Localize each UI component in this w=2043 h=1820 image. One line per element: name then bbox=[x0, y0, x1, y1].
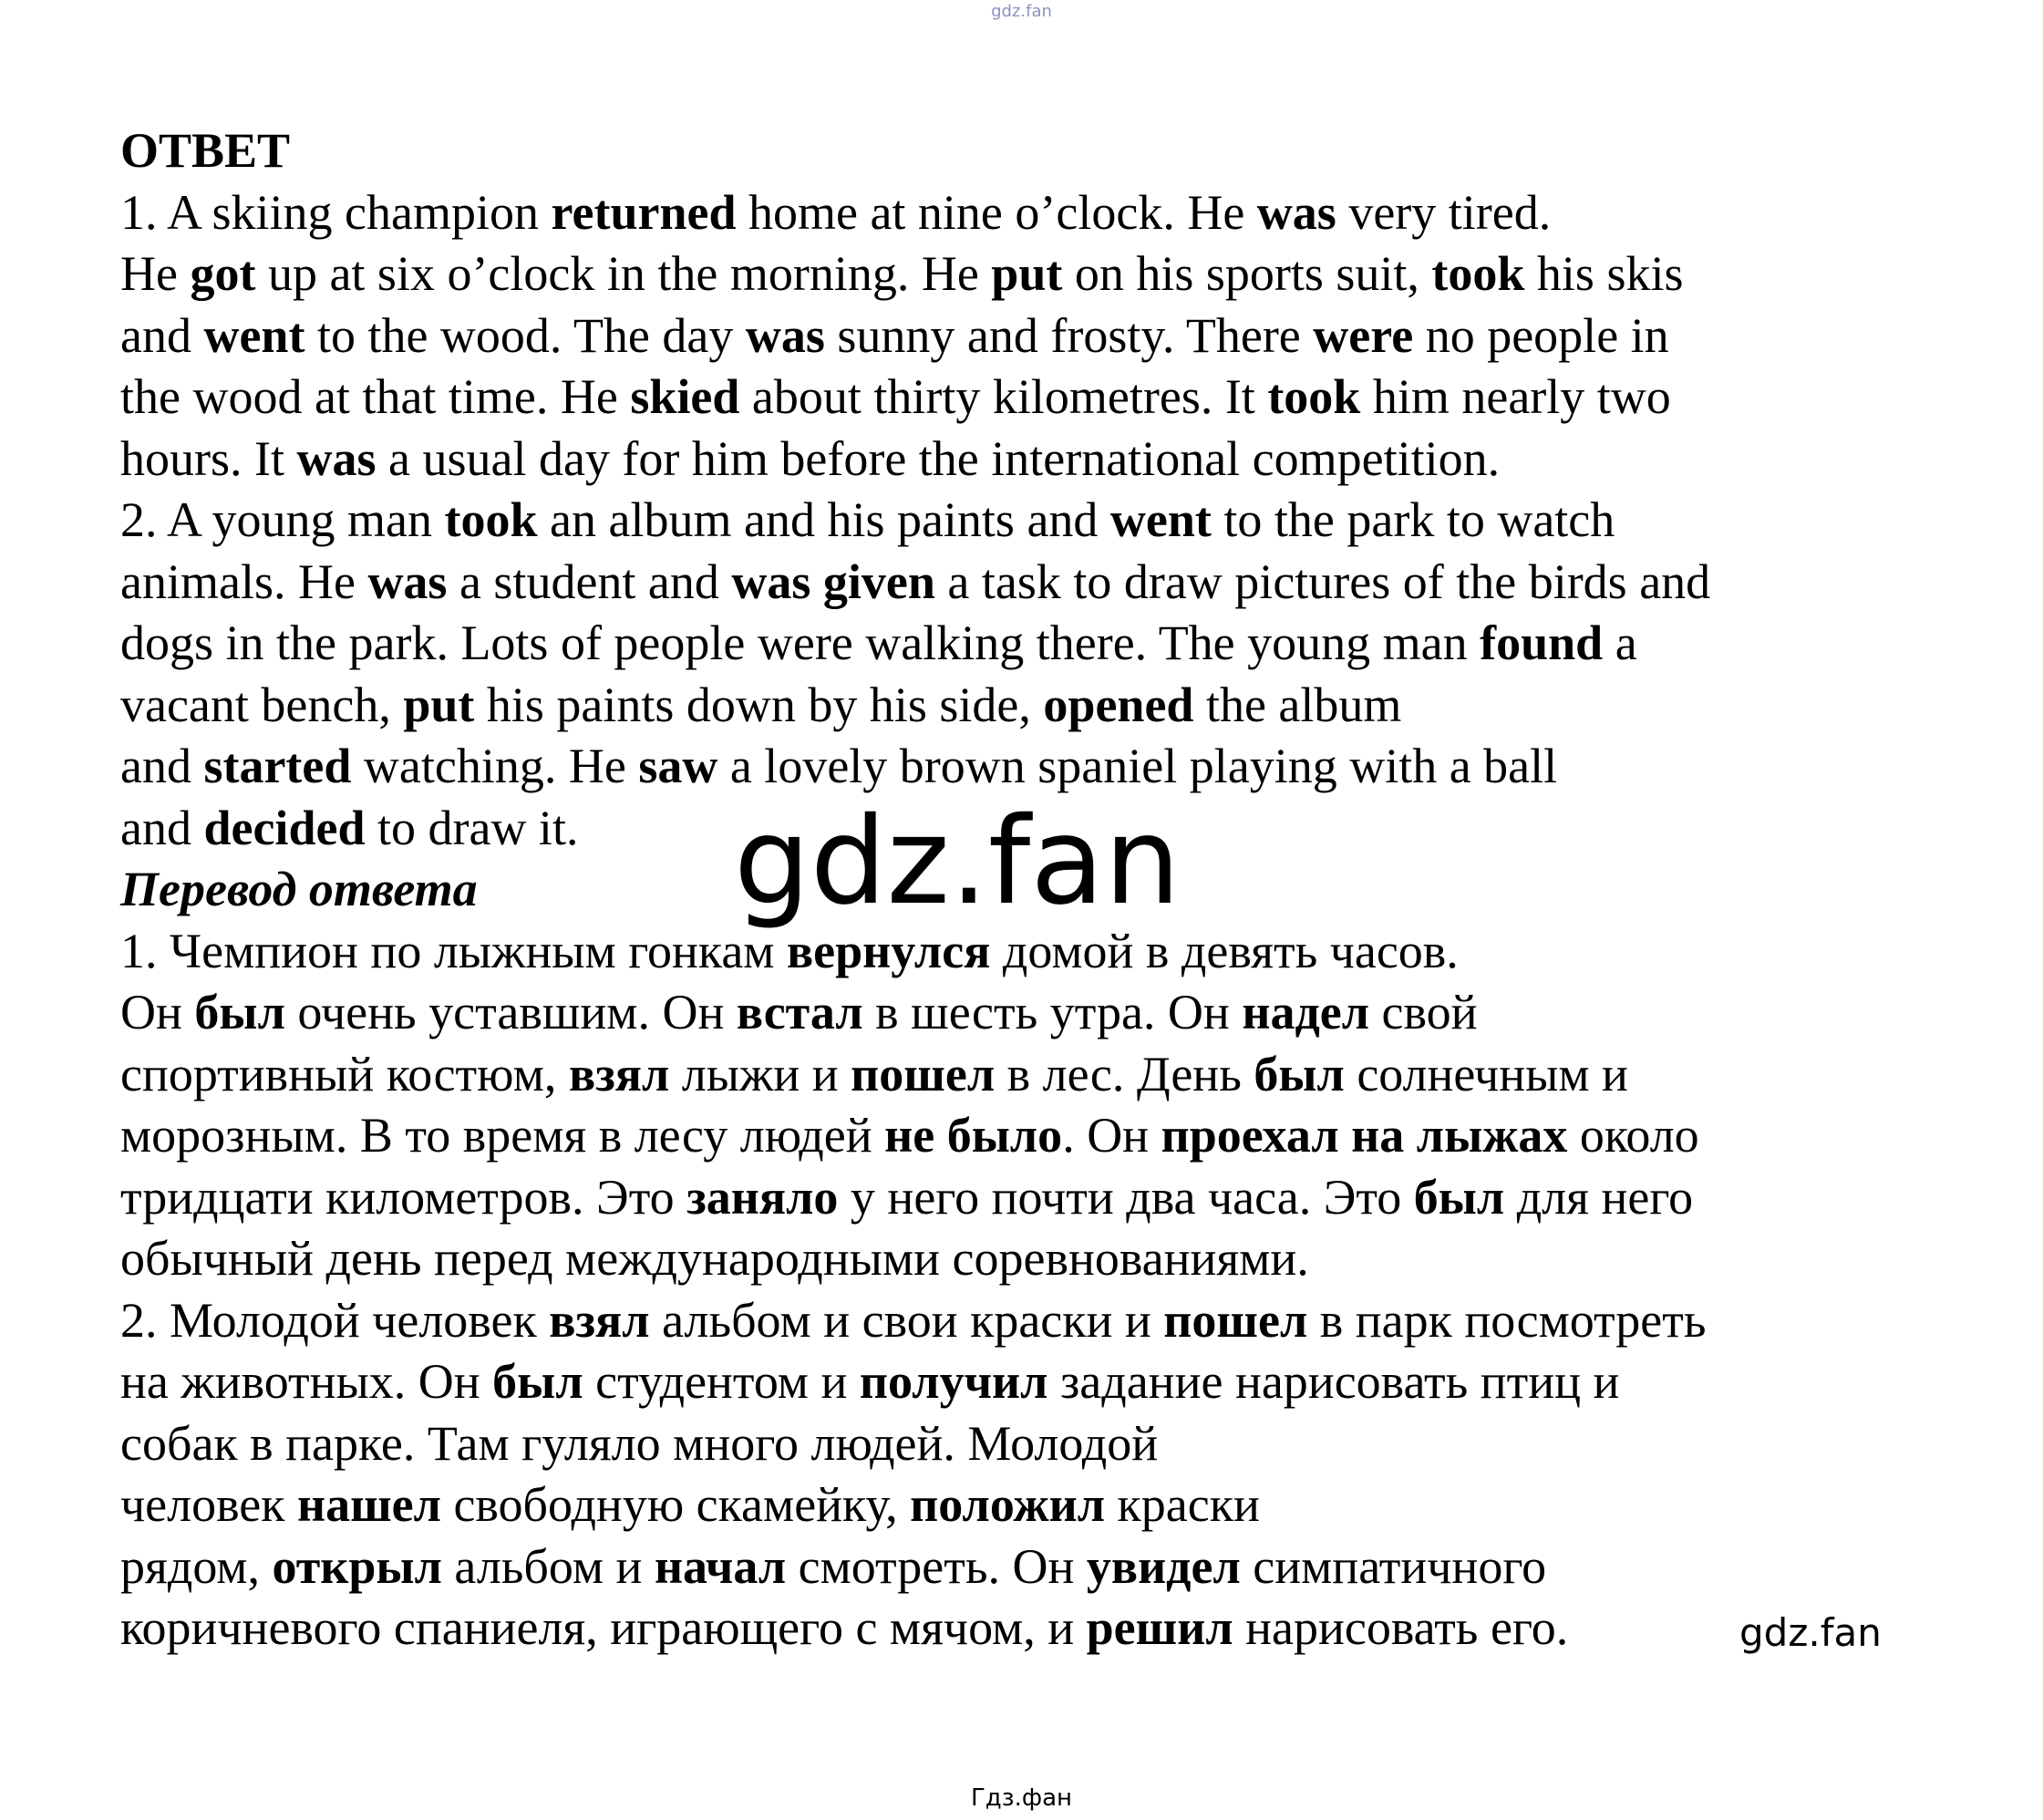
bold-verb: увидел bbox=[1086, 1538, 1241, 1594]
bold-verb: started bbox=[203, 739, 352, 793]
text-run: a usual day for him before the international competition. bbox=[376, 430, 1501, 486]
text-run: a task to draw pictures of the birds and bbox=[934, 553, 1711, 609]
text-run: his skis bbox=[1524, 246, 1684, 301]
bold-verb: was bbox=[367, 553, 448, 609]
text-run: dogs in the park. Lots of people were walking there. The young man bbox=[120, 615, 1481, 670]
text-run: нарисовать его. bbox=[1233, 1600, 1569, 1655]
bold-verb: took bbox=[1267, 369, 1361, 424]
bold-verb: встал bbox=[736, 985, 863, 1039]
bold-verb: was bbox=[745, 307, 825, 363]
translation-line bbox=[120, 982, 1980, 1044]
text-run: and bbox=[120, 739, 204, 793]
bold-verb: пошел bbox=[851, 1046, 996, 1101]
text-run: домой в девять часов. bbox=[990, 923, 1459, 978]
bold-verb: начал bbox=[654, 1538, 787, 1594]
bold-verb: took bbox=[1431, 246, 1525, 301]
text-run: and bbox=[120, 307, 204, 363]
text-run: his paints down by his side, bbox=[474, 677, 1044, 732]
translation-line bbox=[120, 1474, 1980, 1536]
bold-verb: нашел bbox=[296, 1477, 441, 1532]
bold-verb: put bbox=[991, 246, 1063, 301]
text-run: задание нарисовать птиц и bbox=[1047, 1354, 1620, 1409]
text-run: a student and bbox=[447, 553, 732, 609]
text-run: him nearly two bbox=[1360, 369, 1671, 424]
text-run: to draw it. bbox=[365, 800, 579, 855]
text-run: home at nine o’clock. He bbox=[736, 184, 1257, 240]
text-run: собак в парке. Там гуляло много людей. Молодой bbox=[120, 1415, 1159, 1471]
text-run: около bbox=[1567, 1108, 1699, 1163]
inline-watermark: gdz.fan bbox=[1739, 1610, 1882, 1655]
bold-verb: надел bbox=[1242, 985, 1370, 1039]
text-run: to the wood. The day bbox=[304, 307, 746, 363]
text-run: to the park to watch bbox=[1211, 492, 1615, 547]
top-watermark: gdz.fan bbox=[991, 2, 1052, 21]
text-run: 2. A young man bbox=[120, 492, 445, 547]
bold-verb: got bbox=[190, 246, 256, 301]
translation-line bbox=[120, 1290, 1980, 1352]
text-run: a lovely brown spaniel playing with a ball bbox=[717, 739, 1558, 793]
answer-line bbox=[120, 367, 1980, 429]
bold-verb: получил bbox=[859, 1354, 1048, 1409]
answer-line bbox=[120, 429, 1980, 491]
answer-line bbox=[120, 305, 1980, 367]
bold-verb: взял bbox=[549, 1292, 650, 1348]
bold-verb: вернулся bbox=[786, 923, 991, 978]
text-run: 2. Молодой человек bbox=[120, 1292, 550, 1348]
answer-heading: ОТВЕТ bbox=[120, 123, 291, 178]
translation-line bbox=[120, 1105, 1980, 1167]
bold-verb: went bbox=[203, 307, 305, 363]
text-run: свободную скамейку, bbox=[440, 1477, 911, 1532]
translation-line bbox=[120, 1351, 1980, 1413]
bold-verb: проехал на лыжах bbox=[1161, 1108, 1568, 1163]
center-watermark: gdz.fan bbox=[734, 791, 1181, 932]
bold-verb: пошел bbox=[1163, 1292, 1308, 1348]
text-run: about thirty kilometres. It bbox=[739, 369, 1268, 424]
answer-line bbox=[120, 243, 1980, 305]
text-run: свой bbox=[1369, 985, 1478, 1039]
text-run: He bbox=[120, 246, 191, 301]
text-run: the wood at that time. He bbox=[120, 369, 631, 424]
text-run: and bbox=[120, 800, 204, 855]
text-run: a bbox=[1603, 615, 1637, 670]
bold-verb: saw bbox=[638, 739, 718, 793]
answer-line bbox=[120, 675, 1980, 737]
bold-verb: put bbox=[403, 677, 475, 732]
bold-verb: returned bbox=[551, 184, 737, 240]
text-run: watching. He bbox=[351, 739, 639, 793]
text-run: в лес. День bbox=[995, 1046, 1254, 1101]
bold-verb: был bbox=[1413, 1169, 1505, 1225]
text-run: . Он bbox=[1062, 1108, 1161, 1163]
text-run: no people in bbox=[1413, 307, 1669, 363]
bold-verb: went bbox=[1109, 492, 1212, 547]
text-run: студентом и bbox=[583, 1354, 860, 1409]
translation-line bbox=[120, 1167, 1980, 1229]
bold-verb: был bbox=[492, 1354, 583, 1409]
text-run: человек bbox=[120, 1477, 297, 1532]
translation-line bbox=[120, 1413, 1980, 1475]
text-run: sunny and frosty. There bbox=[824, 307, 1314, 363]
text-run: very tired. bbox=[1336, 184, 1552, 240]
bold-verb: decided bbox=[203, 800, 366, 855]
text-run: в шесть утра. Он bbox=[862, 985, 1243, 1039]
bold-verb: took bbox=[444, 492, 538, 547]
text-run: vacant bench, bbox=[120, 677, 404, 732]
text-run: очень уставшим. Он bbox=[284, 985, 737, 1039]
translation-line bbox=[120, 1598, 1980, 1660]
answer-line bbox=[120, 490, 1980, 552]
text-run: спортивный костюм, bbox=[120, 1046, 569, 1101]
translation-line bbox=[120, 1536, 1980, 1598]
text-run: Он bbox=[120, 985, 195, 1039]
translation-line bbox=[120, 1044, 1980, 1106]
footer-watermark: Гдз.фан bbox=[970, 1784, 1073, 1812]
text-run: рядом, bbox=[120, 1538, 273, 1594]
bold-verb: заняло bbox=[686, 1169, 839, 1225]
text-run: у него почти два часа. Это bbox=[838, 1169, 1414, 1225]
text-run: animals. He bbox=[120, 553, 368, 609]
bold-verb: opened bbox=[1043, 677, 1194, 732]
translation-heading: Перевод ответа bbox=[120, 862, 478, 916]
text-run: лыжи и bbox=[669, 1046, 851, 1101]
text-run: up at six o’clock in the morning. He bbox=[255, 246, 992, 301]
text-run: морозным. В то время в лесу людей bbox=[120, 1108, 885, 1163]
text-run: смотреть. Он bbox=[786, 1538, 1087, 1594]
answer-text bbox=[120, 182, 1980, 860]
text-run: солнечным и bbox=[1344, 1046, 1628, 1101]
bold-verb: skied bbox=[630, 369, 740, 424]
translation-text bbox=[120, 921, 1980, 1660]
text-run: обычный день перед международными соревнованиями. bbox=[120, 1231, 1309, 1286]
text-run: симпатичного bbox=[1240, 1538, 1547, 1594]
text-run: on his sports suit, bbox=[1062, 246, 1432, 301]
text-run: на животных. Он bbox=[120, 1354, 493, 1409]
bold-verb: was given bbox=[731, 553, 935, 609]
text-run: 1. A skiing champion bbox=[120, 184, 552, 240]
text-run: the album bbox=[1193, 677, 1402, 732]
bold-verb: was bbox=[1256, 184, 1336, 240]
bold-verb: found bbox=[1480, 615, 1604, 670]
answer-line bbox=[120, 552, 1980, 614]
text-run: для него bbox=[1504, 1169, 1694, 1225]
bold-verb: не было bbox=[884, 1108, 1063, 1163]
text-run: в парк посмотреть bbox=[1307, 1292, 1707, 1348]
text-run: альбом и свои краски и bbox=[649, 1292, 1164, 1348]
answer-line bbox=[120, 736, 1980, 798]
bold-verb: был bbox=[194, 985, 285, 1039]
bold-verb: was bbox=[296, 430, 377, 486]
bold-verb: открыл bbox=[272, 1538, 442, 1594]
bold-verb: решил bbox=[1086, 1600, 1233, 1655]
bold-verb: were bbox=[1313, 307, 1414, 363]
translation-line bbox=[120, 1228, 1980, 1290]
answer-line bbox=[120, 182, 1980, 244]
bold-verb: взял bbox=[568, 1046, 670, 1101]
text-run: тридцати километров. Это bbox=[120, 1169, 687, 1225]
text-run: альбом и bbox=[441, 1538, 655, 1594]
text-run: краски bbox=[1105, 1477, 1260, 1532]
text-run: коричневого спаниеля, играющего с мячом, и bbox=[120, 1600, 1087, 1655]
text-run: hours. It bbox=[120, 430, 297, 486]
answer-line bbox=[120, 613, 1980, 675]
text-run: 1. Чемпион по лыжным гонкам bbox=[120, 923, 787, 978]
bold-verb: был bbox=[1254, 1046, 1345, 1101]
text-run: an album and his paints and bbox=[537, 492, 1110, 547]
bold-verb: положил bbox=[910, 1477, 1106, 1532]
